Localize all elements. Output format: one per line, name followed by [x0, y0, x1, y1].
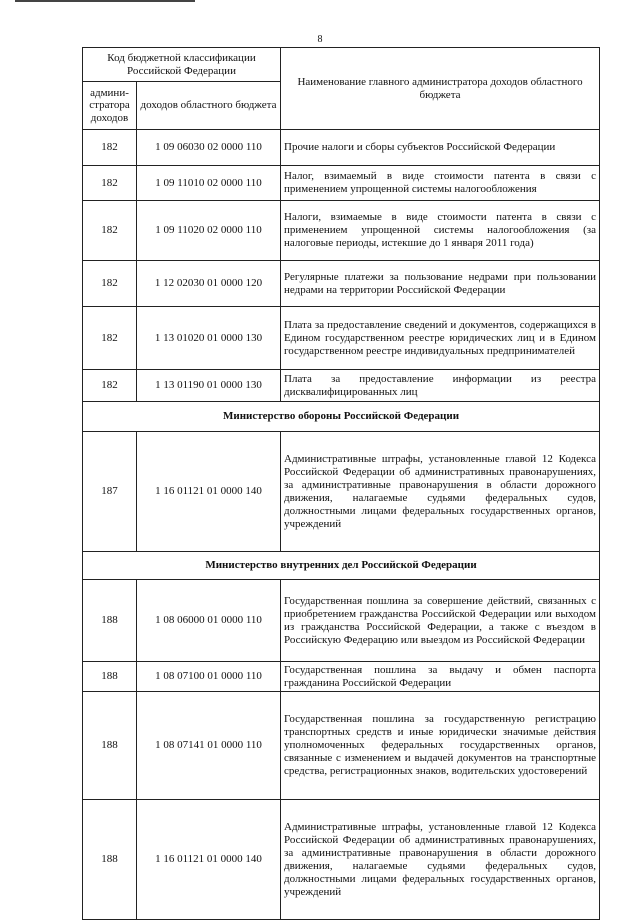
- admin-code: 188: [83, 662, 137, 692]
- table-row: [83, 692, 600, 800]
- budget-code: 1 08 06000 01 0000 110: [137, 580, 281, 662]
- income-column-header: доходов областного бюджета: [137, 82, 281, 130]
- admin-code: 187: [83, 432, 137, 552]
- admin-code: 182: [83, 130, 137, 166]
- budget-code: 1 13 01020 01 0000 130: [137, 307, 281, 370]
- income-name: Прочие налоги и сборы субъектов Российской Федерации: [281, 130, 600, 166]
- table-row: [83, 201, 600, 261]
- budget-code: 1 09 06030 02 0000 110: [137, 130, 281, 166]
- table-row: [83, 370, 600, 402]
- header-row: [83, 48, 600, 82]
- admin-column-header: админи-стратора доходов: [83, 82, 137, 130]
- table-row: [83, 580, 600, 662]
- budget-code: 1 16 01121 01 0000 140: [137, 432, 281, 552]
- name-column-header: Наименование главного администратора доходов областного бюджета: [281, 48, 600, 130]
- admin-code: 188: [83, 692, 137, 800]
- table-row: [83, 307, 600, 370]
- section-row: [83, 552, 600, 580]
- admin-code: 188: [83, 580, 137, 662]
- budget-code: 1 09 11020 02 0000 110: [137, 201, 281, 261]
- table-row: [83, 662, 600, 692]
- income-name: Государственная пошлина за совершение действий, связанных с приобретением гражданства Российской Федерации или выходом из гражданства Российской Федерации, а также с въездом в Российскую Федерацию или выездом из Российской Федерации: [281, 580, 600, 662]
- admin-code: 182: [83, 370, 137, 402]
- admin-code: 182: [83, 307, 137, 370]
- table-row: [83, 130, 600, 166]
- admin-code: 182: [83, 166, 137, 201]
- budget-code: 1 13 01190 01 0000 130: [137, 370, 281, 402]
- income-name: Административные штрафы, установленные главой 12 Кодекса Российской Федерации об административных правонарушениях, за административные правонарушения в области дорожного движения, налагаемые судьями федеральных судов, должностными лицами федеральных государственных органов, учреждений: [281, 800, 600, 920]
- admin-code: 182: [83, 261, 137, 307]
- admin-code: 182: [83, 201, 137, 261]
- income-name: Плата за предоставление сведений и документов, содержащихся в Едином государственном реестре юридических лиц и в Едином государственном реестре индивидуальных предпринимателей: [281, 307, 600, 370]
- code-group-header: Код бюджетной классификации Российской Федерации: [83, 48, 281, 82]
- income-name: Плата за предоставление информации из реестра дисквалифицированных лиц: [281, 370, 600, 402]
- section-row: [83, 402, 600, 432]
- budget-code: 1 12 02030 01 0000 120: [137, 261, 281, 307]
- table-row: [83, 800, 600, 920]
- page-number: 8: [317, 34, 323, 45]
- income-name: Налог, взимаемый в виде стоимости патента в связи с применением упрощенной системы налогообложения: [281, 166, 600, 201]
- budget-code: 1 16 01121 01 0000 140: [137, 800, 281, 920]
- top-rule: [15, 0, 195, 2]
- income-name: Государственная пошлина за выдачу и обмен паспорта гражданина Российской Федерации: [281, 662, 600, 692]
- table-row: [83, 432, 600, 552]
- income-name: Административные штрафы, установленные главой 12 Кодекса Российской Федерации об административных правонарушениях, за административные правонарушения в области дорожного движения, налагаемые судьями федеральных судов, должностными лицами федеральных государственных органов, учреждений: [281, 432, 600, 552]
- section-heading-defense: Министерство обороны Российской Федерации: [83, 402, 600, 432]
- budget-code: 1 08 07141 01 0000 110: [137, 692, 281, 800]
- table-row: [83, 166, 600, 201]
- section-heading-interior: Министерство внутренних дел Российской Федерации: [83, 552, 600, 580]
- income-name: Налоги, взимаемые в виде стоимости патента в связи с применением упрощенной системы налогообложения (за налоговые периоды, истекшие до 1 января 2011 года): [281, 201, 600, 261]
- budget-classification-table: [82, 47, 600, 920]
- budget-code: 1 08 07100 01 0000 110: [137, 662, 281, 692]
- income-name: Государственная пошлина за государственную регистрацию транспортных средств и иные юридически значимые действия уполномоченных федеральных государственных органов, связанные с изменением и выдачей документов на транспортные средства, регистрационных знаков, водительских удостоверений: [281, 692, 600, 800]
- table-row: [83, 261, 600, 307]
- income-name: Регулярные платежи за пользование недрами при пользовании недрами на территории Российской Федерации: [281, 261, 600, 307]
- budget-code: 1 09 11010 02 0000 110: [137, 166, 281, 201]
- admin-code: 188: [83, 800, 137, 920]
